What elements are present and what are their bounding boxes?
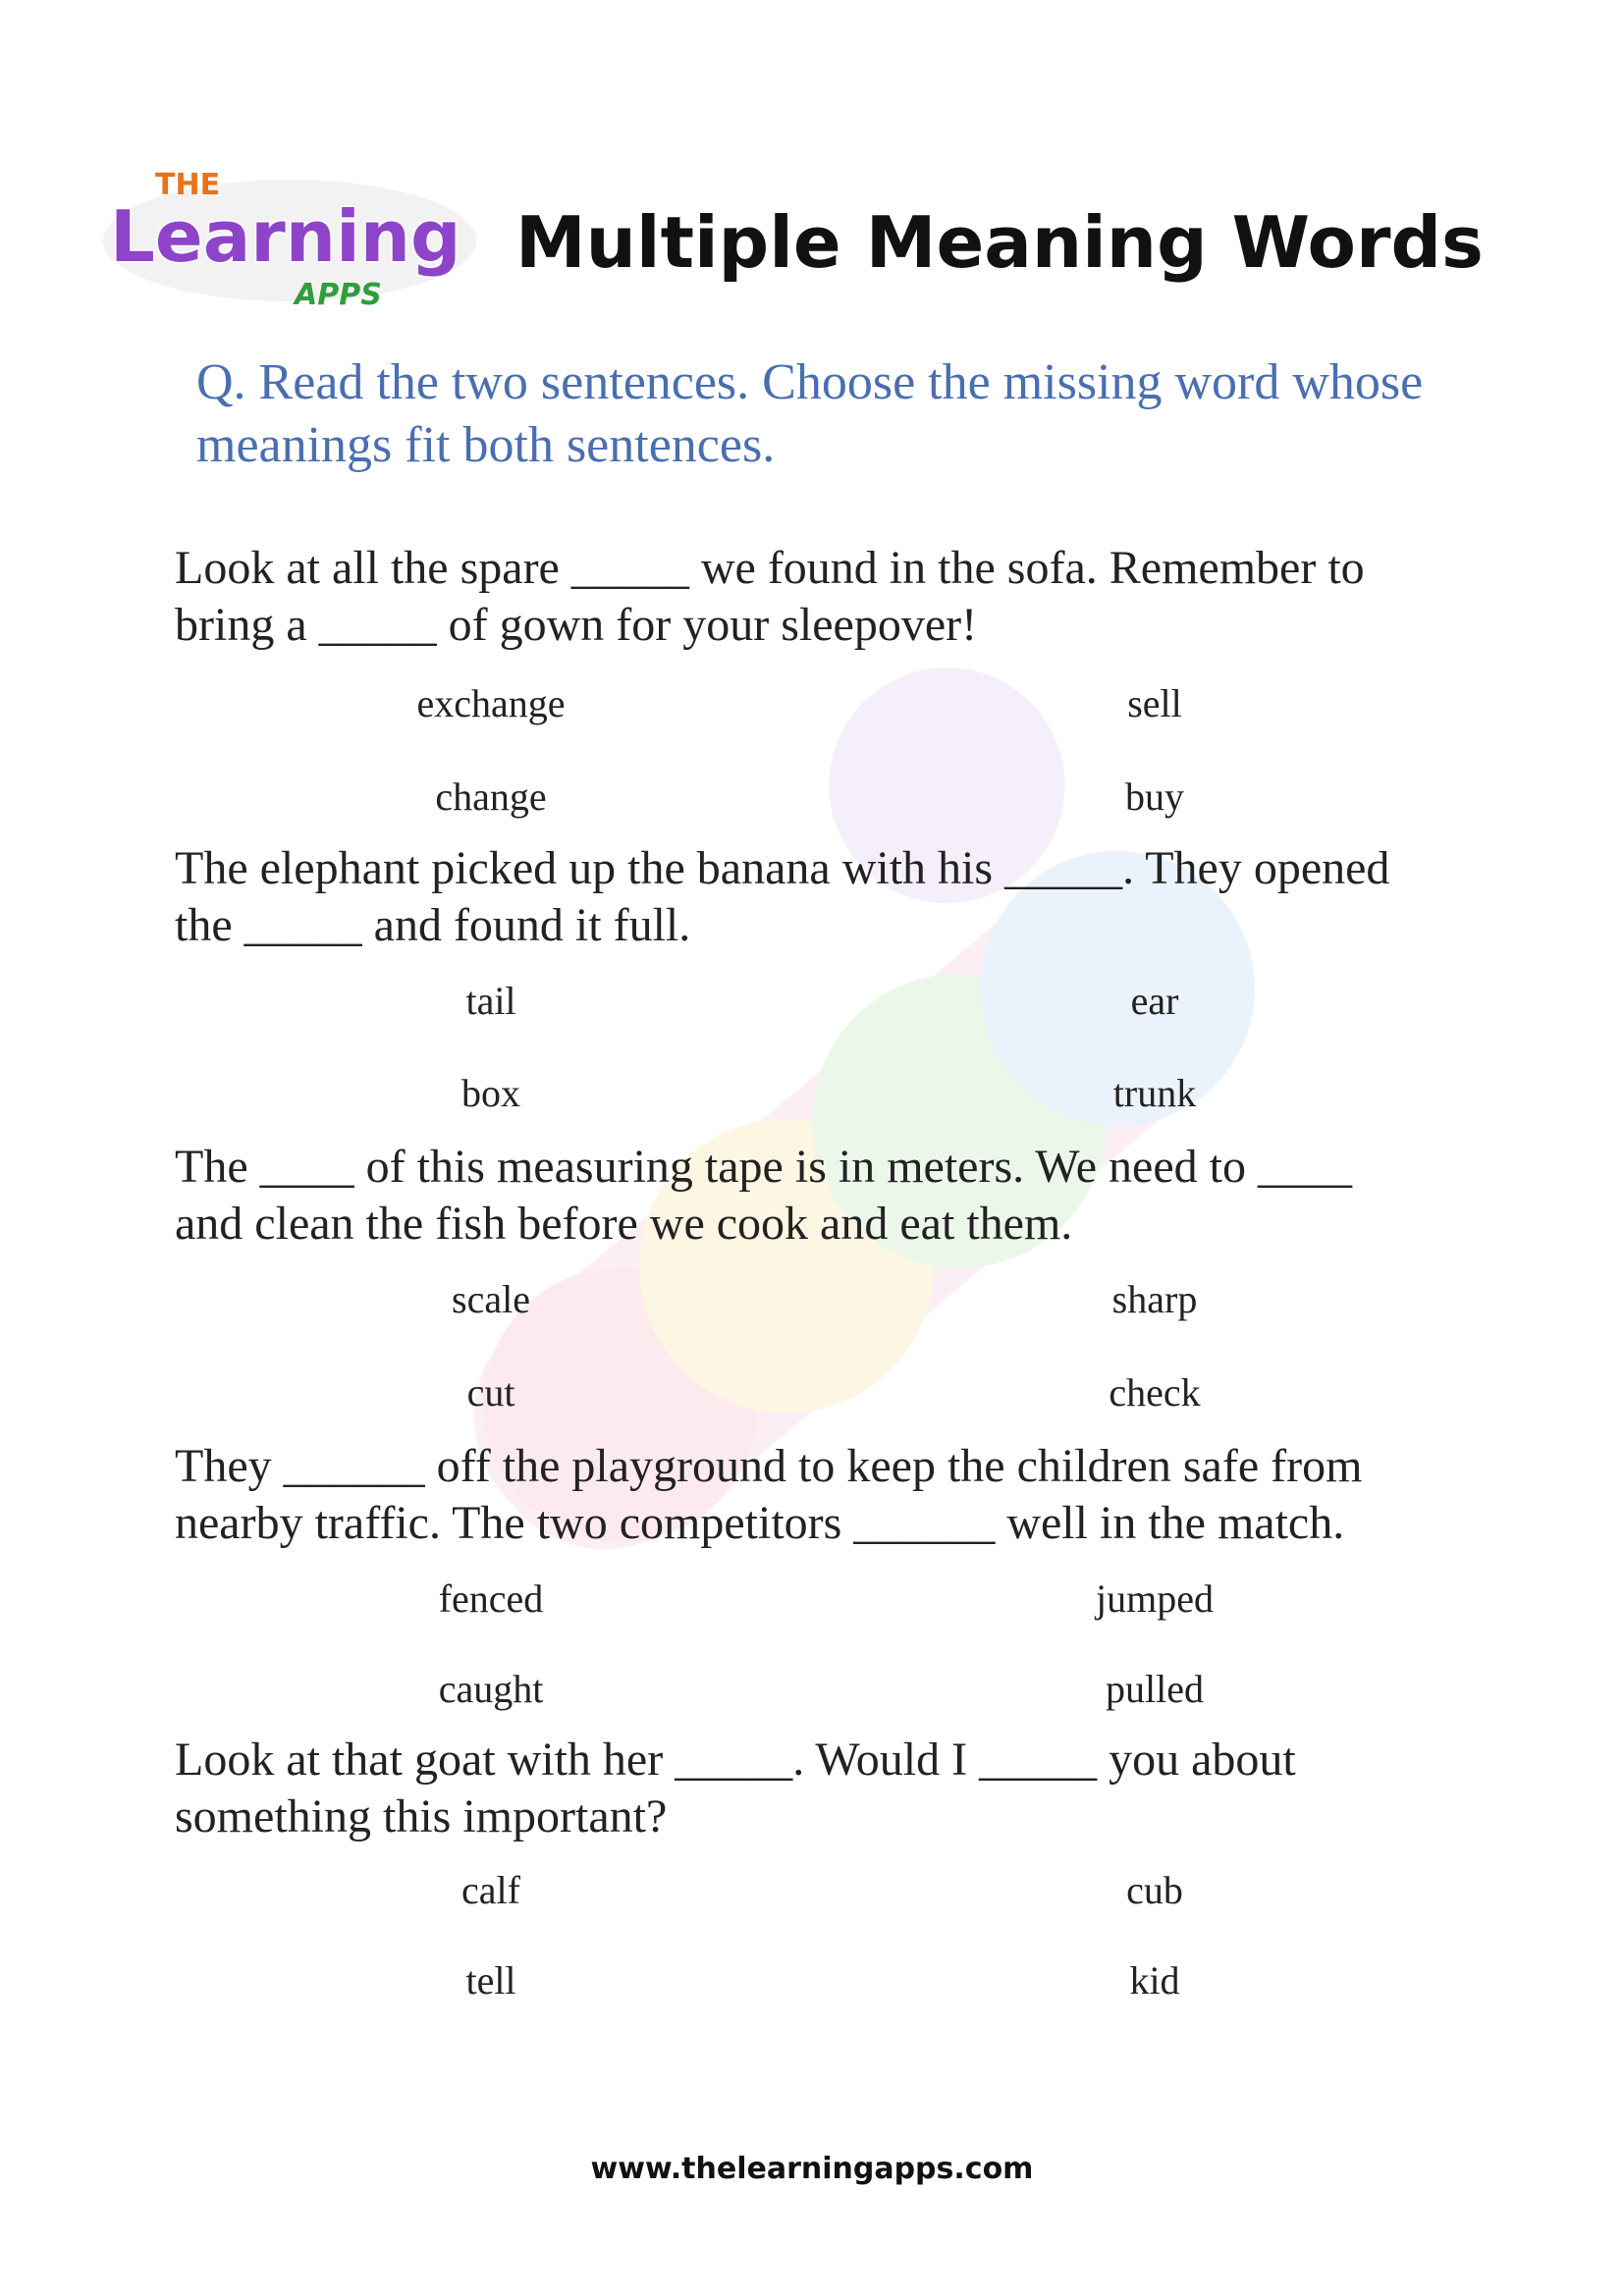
item-sentences: [175, 1139, 1471, 1253]
option-tail[interactable]: tail: [465, 979, 516, 1023]
question-item-5: [175, 1732, 1471, 2002]
option-kid[interactable]: kid: [1129, 1958, 1180, 2002]
learning-apps-logo: [98, 157, 481, 314]
item-sentences: [175, 1438, 1471, 1552]
item-sentences: [175, 540, 1471, 654]
option-buy[interactable]: buy: [1125, 774, 1184, 819]
option-scale[interactable]: scale: [452, 1277, 530, 1321]
sentence-line-2: nearby traffic. The two competitors ______ well in the match.: [175, 1497, 1345, 1549]
option-ear[interactable]: ear: [1130, 979, 1179, 1023]
option-fenced[interactable]: fenced: [438, 1576, 544, 1621]
option-calf[interactable]: calf: [461, 1868, 520, 1912]
sentence-line-1: The ____ of this measuring tape is in meters. We need to ____: [175, 1141, 1352, 1193]
item-sentences: [175, 1732, 1471, 1845]
question-item-3: [175, 1139, 1471, 1415]
option-tell[interactable]: tell: [465, 1958, 516, 2002]
sentence-line-2: and clean the fish before we cook and eat them.: [175, 1198, 1073, 1250]
sentence-line-2: something this important?: [175, 1790, 668, 1842]
question-item-1: [175, 540, 1471, 819]
footer-url[interactable]: www.thelearningapps.com: [590, 2152, 1034, 2186]
question-instructions: Q. Read the two sentences. Choose the missing word whose meanings fit both sentences.: [196, 354, 1424, 473]
option-change[interactable]: change: [435, 774, 547, 819]
logo-apps-text: APPS: [295, 278, 382, 312]
sentence-line-1: The elephant picked up the banana with his _____. They opened: [175, 842, 1390, 894]
option-trunk[interactable]: trunk: [1112, 1071, 1197, 1115]
option-pulled[interactable]: pulled: [1106, 1667, 1204, 1711]
option-cub[interactable]: cub: [1126, 1868, 1183, 1912]
logo-learning-text: Learning: [110, 195, 461, 278]
question-item-4: [175, 1438, 1471, 1711]
option-exchange[interactable]: exchange: [416, 681, 566, 725]
option-sharp[interactable]: sharp: [1111, 1277, 1198, 1321]
option-caught[interactable]: caught: [438, 1667, 544, 1711]
sentence-line-1: Look at that goat with her _____. Would I _____ you about: [175, 1734, 1296, 1786]
sentence-line-2: bring a _____ of gown for your sleepover!: [175, 599, 978, 651]
option-jumped[interactable]: jumped: [1096, 1576, 1214, 1621]
question-item-2: [175, 840, 1471, 1115]
sentence-line-2: the _____ and found it full.: [175, 899, 691, 951]
option-cut[interactable]: cut: [466, 1370, 515, 1415]
sentence-line-1: Look at all the spare _____ we found in the sofa. Remember to: [175, 542, 1365, 594]
option-box[interactable]: box: [461, 1071, 520, 1115]
item-sentences: [175, 840, 1471, 954]
option-check[interactable]: check: [1109, 1370, 1201, 1415]
page-title: Multiple Meaning Words: [515, 201, 1484, 284]
option-sell[interactable]: sell: [1127, 681, 1182, 725]
sentence-line-1: They ______ off the playground to keep the children safe from: [175, 1440, 1363, 1492]
logo-the-text: THE: [155, 168, 221, 202]
